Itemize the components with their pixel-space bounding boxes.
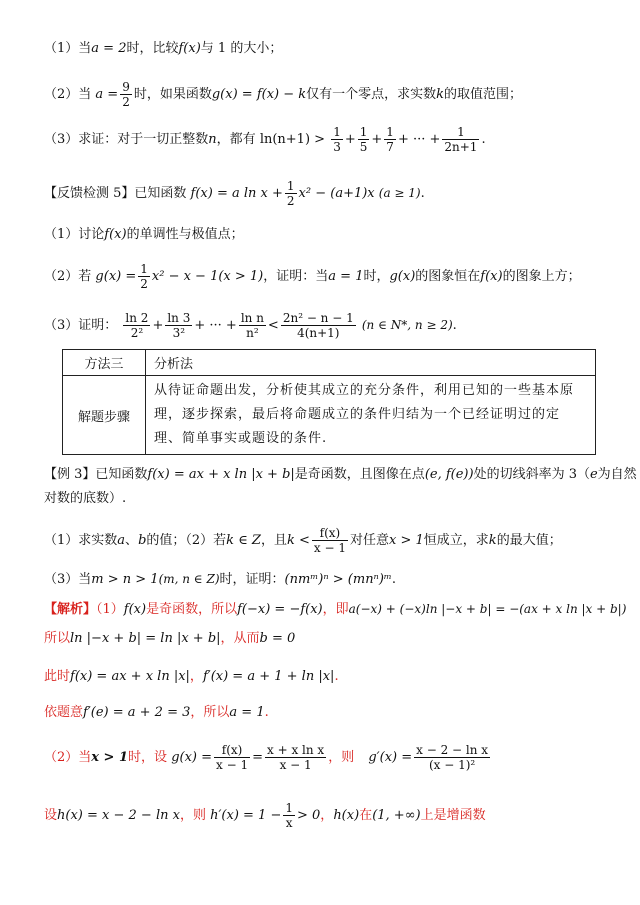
fraction: $\frac{\text{x + x ln x}}{x - 1}$	[267, 743, 325, 772]
feedback-heading: 【反馈检测 5】已知函数 f(x) = a ln x + $\frac{1}{2}$ x² − (a+1)x (a ≥ 1).	[44, 179, 425, 208]
fraction: $\frac{\ln 2}{\text{2²}}$	[125, 311, 149, 340]
problem-part1: （1）当a = 2时，比较f(x)与 1 的大小；	[44, 41, 283, 56]
steps-label-cell: 解题步骤	[63, 376, 146, 455]
fraction: $\frac{\text{x − 2 − ln x}}{\text{(x − 1)²}}$	[416, 743, 489, 772]
h-derivative: h′(x) = 1 − $\frac{1}{x}$ > 0	[210, 801, 321, 830]
example3-q1: （1）求实数a、b的值；（2）若k ∈ Z，且k < $\frac{f(x)}{x - 1}$ 对任意x > 1恒成立，求k的最大值；	[44, 526, 562, 555]
feedback-q3: （3）证明： $\frac{\ln 2}{\text{2²}}$ + $\frac{\ln 3}{\text{3²}}$ + ··· + $\frac{\text{ln n}}{\text{n²}}$ < $\frac{\text{2n² − n − 1}}{4(n+1)}$ (n ∈ N*, n ≥ 2).	[44, 311, 457, 340]
solution-line1: 【解析】（1）f(x)是奇函数，所以f(−x) = −f(x)，即a(−x) + (−x)ln |−x + b| = −(ax + x ln |x + b|)	[44, 602, 627, 617]
fraction: $\frac{1}{2n+1}$	[444, 125, 478, 154]
feedback-q2: （2）若 g(x) = $\frac{1}{2}$ x² − x − 1(x > 1)，证明：当a = 1时，g(x)的图象恒在f(x)的图象上方；	[44, 262, 581, 291]
example3-line2: 对数的底数）.	[44, 491, 127, 506]
problem-part2: （2）当 a = $\frac{9}{2}$ 时，如果函数g(x) = f(x) − k仅有一个零点，求实数k的取值范围；	[44, 80, 523, 109]
solution-line5: （2）当x > 1时，设 g(x) = $\frac{f(x)}{x - 1}$ = $\frac{\text{x + x ln x}}{x - 1}$ ，则 g′(x) = $\frac{\text{x − 2 − ln x}}{\text{(x − 1)²}}$	[44, 740, 610, 776]
solution-line3: 此时f(x) = ax + x ln |x|，f′(x) = a + 1 + ln |x|.	[44, 669, 339, 684]
solution-line2: 所以ln |−x + b| = ln |x + b|，从而b = 0	[44, 631, 296, 646]
fraction: $\frac{f(x)}{x - 1}$	[313, 526, 346, 555]
table-row	[63, 376, 596, 455]
example3-q3: （3）当m > n > 1(m, n ∈ Z)时，证明：(nmᵐ)ⁿ > (mnⁿ)ᵐ.	[44, 572, 397, 587]
fraction: $\frac{9}{2}$	[122, 80, 130, 109]
fraction: $\frac{1}{7}$	[386, 125, 394, 154]
table-row	[63, 350, 596, 376]
fraction: $\frac{f(x)}{x - 1}$	[216, 743, 249, 772]
method-label-cell: 方法三	[63, 350, 146, 376]
example3-line1: 【例 3】已知函数f(x) = ax + x ln |x + b|是奇函数，且图像在点(e, f(e))处的切线斜率为 3（e为自然	[44, 467, 637, 482]
g-derivative: g′(x) = $\frac{\text{x − 2 − ln x}}{\text{(x − 1)²}}$	[368, 743, 489, 772]
fraction: $\frac{\ln 3}{\text{3²}}$	[167, 311, 191, 340]
fraction: $\frac{1}{2}$	[286, 179, 295, 208]
steps-content-cell: 从待证命题出发，分析使其成立的充分条件，利用已知的一些基本原理，逐步探索，最后将命题成立的条件归结为一个已经证明过的定理、简单事实或题设的条件.	[146, 376, 596, 455]
fraction: $\frac{1}{3}$	[333, 125, 341, 154]
solution-line4: 依题意f′(e) = a + 2 = 3，所以a = 1.	[44, 705, 269, 720]
fraction: $\frac{\text{ln n}}{\text{n²}}$	[240, 311, 264, 340]
feedback-q1: （1）讨论f(x)的单调性与极值点；	[44, 227, 244, 242]
fraction: $\frac{1}{5}$	[359, 125, 368, 154]
g-definition: g(x) = $\frac{f(x)}{x - 1}$ = $\frac{\text{x + x ln x}}{x - 1}$	[171, 743, 325, 772]
solution-line6: 设h(x) = x − 2 − ln x，则 h′(x) = 1 − $\frac{1}{x}$ > 0，h(x)在(1, +∞)上是增函数	[44, 801, 486, 830]
fraction: $\frac{1}{2}$	[140, 262, 148, 291]
method-table	[62, 349, 596, 455]
fraction: $\frac{1}{x}$	[285, 801, 293, 830]
fraction: $\frac{\text{2n² − n − 1}}{4(n+1)}$	[282, 311, 354, 340]
method-name-cell: 分析法	[146, 350, 596, 376]
problem-part3: （3）求证：对于一切正整数n，都有 ln(n+1) > $\frac{1}{3}$ + $\frac{1}{5}$ + $\frac{1}{7}$ + ··· + $\frac{1}{2n+1}$ .	[44, 125, 486, 154]
